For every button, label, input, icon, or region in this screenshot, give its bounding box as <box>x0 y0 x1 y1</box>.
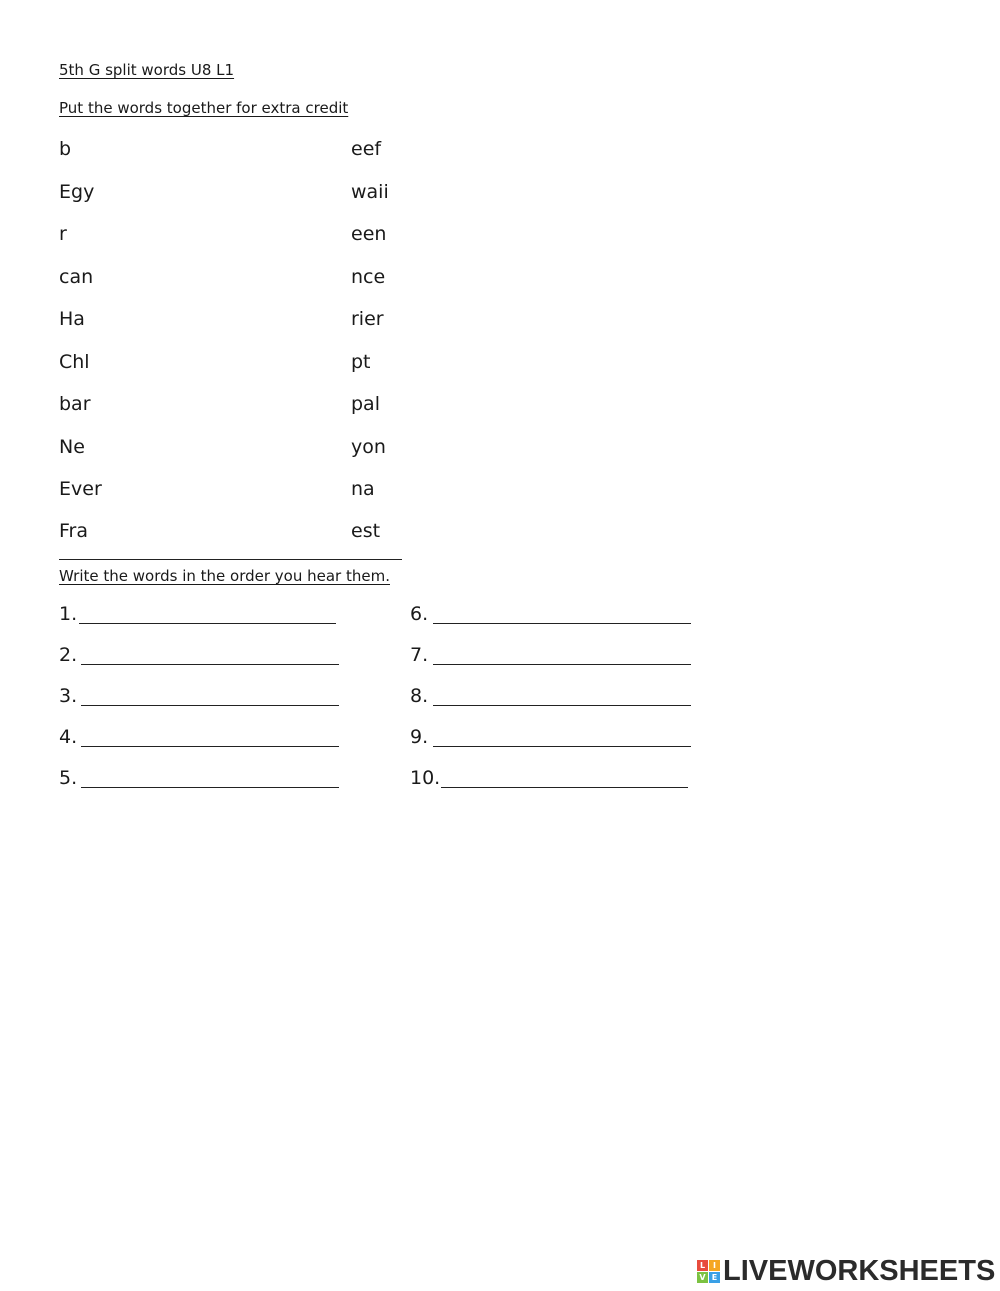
answer-number: 7. <box>410 644 429 666</box>
word-part-right: waii <box>351 181 389 203</box>
word-part-left: can <box>59 266 94 288</box>
answer-number: 3. <box>59 685 78 707</box>
answer-number: 2. <box>59 644 78 666</box>
answer-line[interactable] <box>441 787 688 788</box>
word-part-left: bar <box>59 393 91 415</box>
answer-line[interactable] <box>79 623 336 624</box>
word-part-left: Ever <box>59 478 102 500</box>
answer-line[interactable] <box>433 746 691 747</box>
word-part-right: nce <box>351 266 386 288</box>
logo-mark-tile: V <box>697 1272 708 1283</box>
answer-line[interactable] <box>81 664 339 665</box>
liveworksheets-logo <box>697 1256 995 1286</box>
word-part-right: na <box>351 478 375 500</box>
word-part-left: Ne <box>59 436 85 458</box>
logo-mark-icon <box>697 1260 720 1283</box>
logo-mark-tile: L <box>697 1260 708 1271</box>
answer-line[interactable] <box>81 787 339 788</box>
logo-mark-tile: E <box>709 1272 720 1283</box>
logo-text: LIVEWORKSHEETS <box>723 1255 996 1287</box>
word-part-left: r <box>59 223 67 245</box>
answer-line[interactable] <box>81 705 339 706</box>
instruction-extra-credit: Put the words together for extra credit <box>59 99 349 117</box>
word-part-left: Egy <box>59 181 95 203</box>
word-part-left: b <box>59 138 72 160</box>
word-part-right: est <box>351 520 381 542</box>
word-part-left: Fra <box>59 520 89 542</box>
answer-number: 4. <box>59 726 78 748</box>
answer-number: 6. <box>410 603 429 625</box>
answer-line[interactable] <box>433 705 691 706</box>
instruction-write-words: Write the words in the order you hear them. <box>59 567 390 585</box>
answer-number: 10. <box>410 767 441 789</box>
answer-number: 1. <box>59 603 78 625</box>
word-part-right: rier <box>351 308 384 330</box>
word-part-right: pal <box>351 393 380 415</box>
answer-line[interactable] <box>433 664 691 665</box>
answer-line[interactable] <box>433 623 691 624</box>
answer-number: 5. <box>59 767 78 789</box>
answer-line[interactable] <box>81 746 339 747</box>
logo-mark-tile: I <box>709 1260 720 1271</box>
answer-number: 8. <box>410 685 429 707</box>
section-divider <box>59 559 402 560</box>
word-part-right: een <box>351 223 387 245</box>
worksheet-title: 5th G split words U8 L1 <box>59 61 235 79</box>
word-part-right: pt <box>351 351 371 373</box>
word-part-right: yon <box>351 436 386 458</box>
word-part-right: eef <box>351 138 382 160</box>
word-part-left: Ha <box>59 308 85 330</box>
answer-number: 9. <box>410 726 429 748</box>
word-part-left: Chl <box>59 351 90 373</box>
